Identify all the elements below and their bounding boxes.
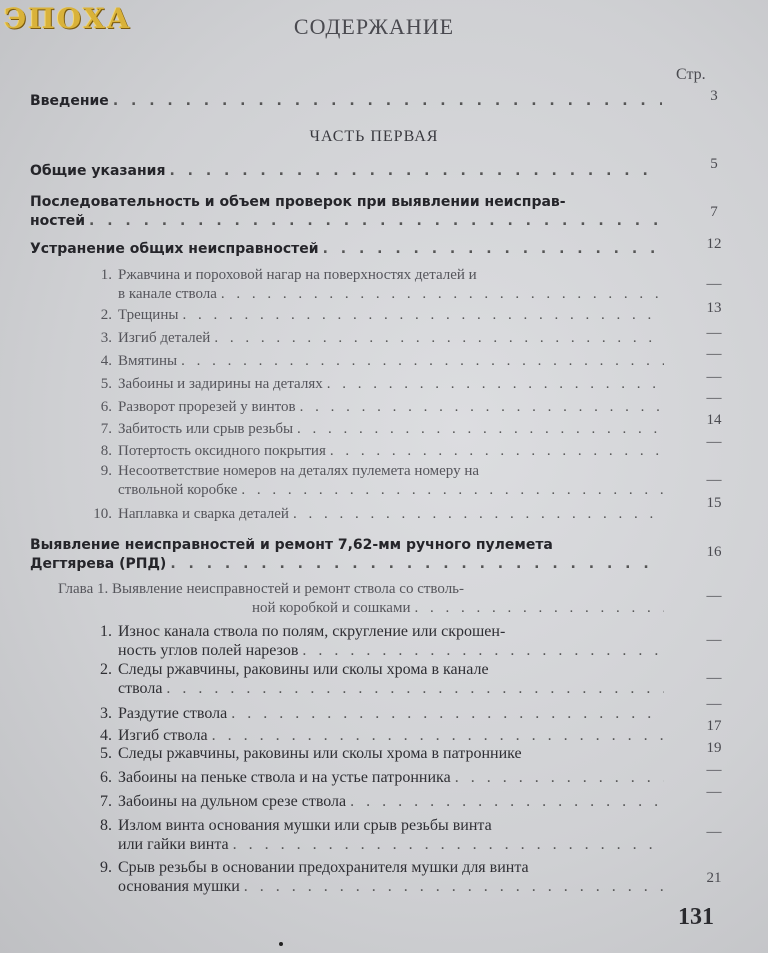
item-number: 9. [100, 463, 112, 479]
page-number: — [706, 369, 722, 385]
entry-title-line1: Износ канала ствола по полям, скругление или скрошен- [118, 623, 506, 640]
toc-subentry[interactable] [84, 858, 664, 896]
entry-title: Общие указания [30, 163, 166, 179]
page-number: — [706, 762, 722, 778]
page-number: 21 [706, 870, 722, 886]
item-number: 1. [100, 267, 112, 283]
item-number: 9. [100, 859, 112, 876]
entry-title-line2: основания мушки [118, 878, 240, 895]
page-number: — [706, 434, 722, 450]
toc-entry-intro[interactable] [30, 92, 662, 111]
item-number: 5. [100, 376, 112, 392]
entry-title-line1: Излом винта основания мушки или срыв резьбы винта [118, 817, 492, 834]
item-number: 7. [100, 793, 112, 810]
toc-entry-sequence[interactable] [30, 193, 662, 231]
entry-title: Забоины на дульном срезе ствола [118, 793, 347, 810]
toc-subentry[interactable] [84, 329, 664, 348]
toc-subentry[interactable] [84, 622, 664, 660]
page-number: — [706, 346, 722, 362]
page-number: 12 [706, 236, 722, 252]
entry-title-line2: ствола [118, 680, 163, 697]
page-number: 3 [710, 88, 718, 104]
item-number: 3. [100, 705, 112, 722]
item-number: 7. [100, 421, 112, 437]
entry-title-line2: в канале ствола [118, 286, 217, 302]
toc-subentry[interactable] [84, 420, 664, 439]
page-number: 5 [710, 156, 718, 172]
entry-title: Трещины [118, 307, 179, 323]
item-number: 1. [100, 623, 112, 640]
entry-title-line2: ствольной коробке [118, 482, 238, 498]
page-number: — [706, 276, 722, 292]
page-number: 14 [706, 412, 722, 428]
entry-title: Следы ржавчины, раковины или сколы хрома в патроннике [118, 745, 522, 762]
toc-subentry[interactable] [84, 306, 664, 325]
page-column-label: Стр. [676, 66, 706, 83]
entry-title-line1: Следы ржавчины, раковины или сколы хрома в канале [118, 661, 489, 678]
entry-title: Наплавка и сварка деталей [118, 506, 289, 522]
toc-subentry[interactable] [84, 726, 664, 745]
entry-title: Введение [30, 93, 109, 109]
page-number: 17 [706, 718, 722, 734]
entry-title-line1: Несоответствие номеров на деталях пулемета номеру на [118, 463, 480, 479]
watermark-logo: ЭПОХА [4, 2, 132, 35]
page-number: — [706, 390, 722, 406]
entry-title-line2: ностей [30, 213, 86, 229]
chapter-title-line2: ной коробкой и сошками [252, 600, 411, 616]
page-number: 15 [706, 495, 722, 511]
entry-title-line2: или гайки винта [118, 836, 229, 853]
item-number: 10. [93, 506, 112, 522]
part-heading: ЧАСТЬ ПЕРВАЯ [309, 128, 439, 145]
entry-title: Изгиб деталей [118, 330, 211, 346]
entry-title: Потертость оксидного покрытия [118, 443, 326, 459]
toc-subentry[interactable] [84, 505, 664, 524]
item-number: 8. [100, 817, 112, 834]
toc-subentry[interactable] [84, 398, 664, 417]
entry-title-line1: Срыв резьбы в основании предохранителя мушки для винта [118, 859, 529, 876]
item-number: 5. [100, 745, 112, 762]
page-title: СОДЕРЖАНИЕ [293, 14, 455, 39]
entry-title: Изгиб ствола [118, 727, 208, 744]
page-number: — [706, 824, 722, 840]
entry-title-line1: Ржавчина и пороховой нагар на поверхностях деталей и [118, 267, 477, 283]
entry-title: Забоины на пеньке ствола и на устье патронника [118, 769, 451, 786]
item-number: 4. [100, 727, 112, 744]
toc-subentry[interactable] [84, 768, 664, 787]
print-speck [279, 942, 283, 946]
page-number: — [706, 632, 722, 648]
entry-title: Устранение общих неисправностей [30, 241, 319, 257]
page-number: — [706, 784, 722, 800]
page-number: 7 [710, 204, 718, 220]
item-number: 2. [100, 661, 112, 678]
toc-subentry[interactable] [84, 660, 664, 698]
page-number: 19 [706, 740, 722, 756]
page-number: — [706, 325, 722, 341]
page-number: — [706, 670, 722, 686]
toc-subentry[interactable] [84, 792, 664, 811]
entry-title: Вмятины [118, 353, 178, 369]
toc-subentry[interactable] [84, 352, 664, 371]
entry-title: Раздутие ствола [118, 705, 228, 722]
toc-subentry[interactable] [84, 375, 664, 394]
toc-chapter-1[interactable] [58, 580, 664, 618]
item-number: 4. [100, 353, 112, 369]
chapter-title-line1: Глава 1. Выявление неисправностей и ремонт ствола со стволь- [58, 581, 465, 597]
entry-title-line2: ность углов полей нарезов [118, 642, 299, 659]
folio-page-number: 131 [678, 904, 714, 930]
item-number: 3. [100, 330, 112, 346]
entry-title-line2: Дегтярева (РПД) [30, 556, 167, 572]
toc-subentry[interactable] [84, 744, 684, 763]
item-number: 6. [100, 769, 112, 786]
page-number: — [706, 588, 722, 604]
page-number: — [706, 696, 722, 712]
entry-title: Забитость или срыв резьбы [118, 421, 294, 437]
toc-entry-rpd[interactable] [30, 536, 662, 574]
toc-subentry[interactable] [84, 266, 664, 304]
toc-subentry[interactable] [84, 462, 664, 500]
toc-subentry[interactable] [84, 442, 664, 461]
item-number: 8. [100, 443, 112, 459]
toc-entry-common[interactable] [30, 240, 662, 259]
toc-subentry[interactable] [84, 816, 664, 854]
entry-title-line1: Последовательность и объем проверок при выявлении неисправ- [30, 194, 566, 210]
entry-title: Забоины и задирины на деталях [118, 376, 323, 392]
item-number: 2. [100, 307, 112, 323]
page-number: 13 [706, 300, 722, 316]
page-number: — [706, 472, 722, 488]
page-number: 16 [706, 544, 722, 560]
toc-entry-general[interactable] [30, 162, 662, 181]
item-number: 6. [100, 399, 112, 415]
entry-title: Разворот прорезей у винтов [118, 399, 296, 415]
entry-title-line1: Выявление неисправностей и ремонт 7,62-мм ручного пулемета [30, 537, 553, 553]
toc-subentry[interactable] [84, 704, 664, 723]
